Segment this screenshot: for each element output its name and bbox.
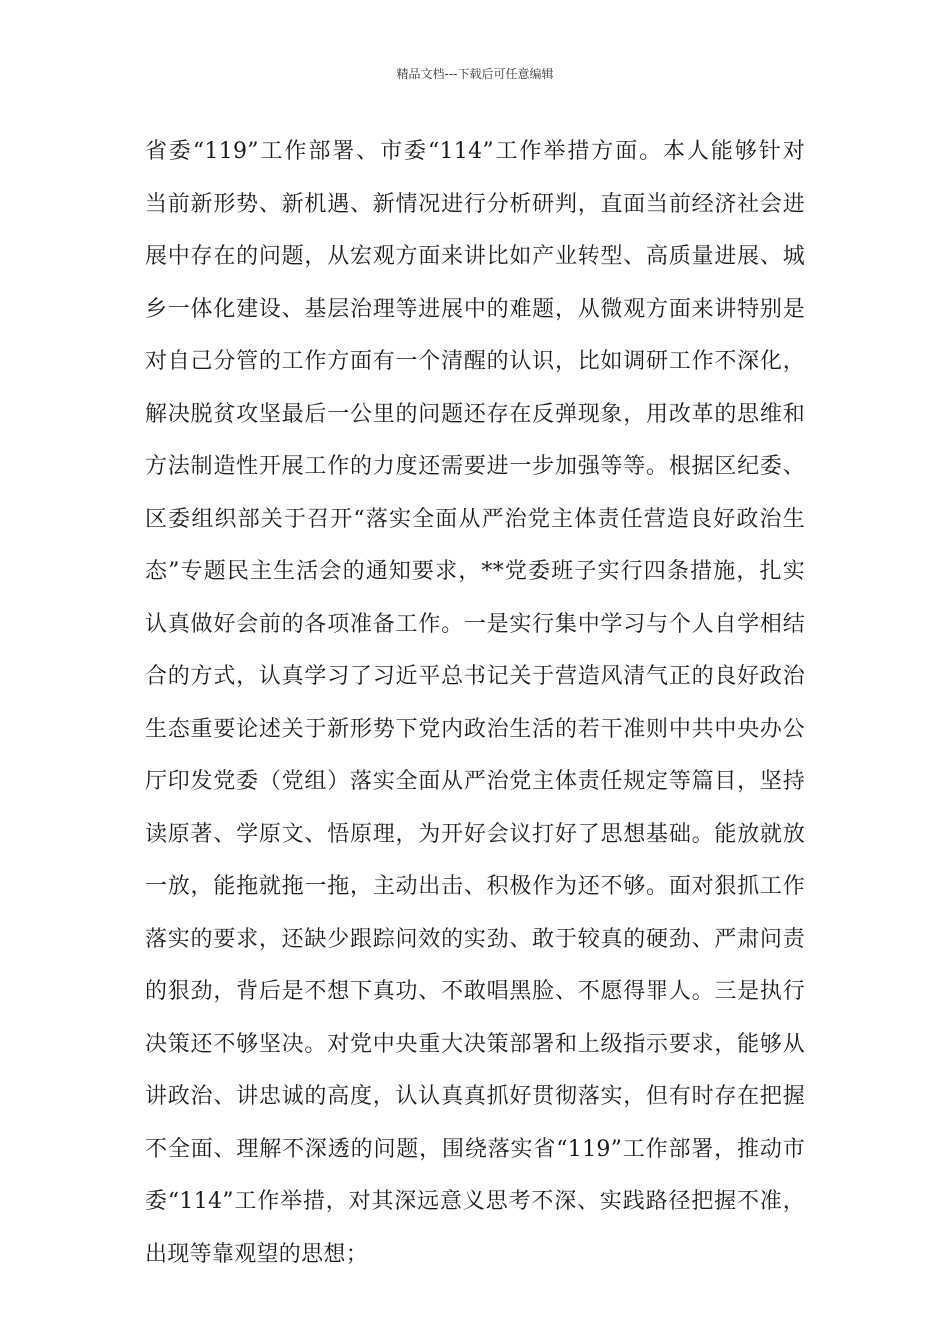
body-line: 省委“119”工作部署、市委“114”工作举措方面。本人能够针对	[145, 139, 805, 164]
body-line: 不全面、理解不深透的问题，围绕落实省“119”工作部署，推动市	[145, 1136, 805, 1162]
body-line-last: 出现等靠观望的思想；	[145, 1241, 369, 1267]
body-line: 委“114”工作举措，对其深远意义思考不深、实践路径把握不准，	[145, 1189, 805, 1214]
body-line: 读原著、学原文、悟原理，为开好会议打好了思想基础。能放就放	[145, 821, 805, 847]
body-line: 乡一体化建设、基层治理等进展中的难题，从微观方面来讲特别是	[145, 296, 805, 322]
body-line: 态”专题民主生活会的通知要求，**党委班子实行四条措施，扎实	[145, 559, 805, 584]
body-line: 认真做好会前的各项准备工作。一是实行集中学习与个人自学相结	[145, 611, 805, 637]
body-line: 生态重要论述关于新形势下党内政治生活的若干准则中共中央办公	[145, 716, 805, 742]
body-line: 合的方式，认真学习了习近平总书记关于营造风清气正的良好政治	[145, 664, 805, 689]
body-line: 决策还不够坚决。对党中央重大决策部署和上级指示要求，能够从	[145, 1031, 805, 1057]
body-line: 厅印发党委（党组）落实全面从严治党主体责任规定等篇目，坚持	[145, 769, 805, 794]
body-line: 解决脱贫攻坚最后一公里的问题还存在反弹现象，用改革的思维和	[145, 401, 805, 427]
document-body	[145, 126, 805, 1281]
body-line: 对自己分管的工作方面有一个清醒的认识，比如调研工作不深化，	[145, 349, 805, 374]
page-header: 精品文档---下载后可任意编辑	[396, 67, 554, 81]
body-line: 方法制造性开展工作的力度还需要进一步加强等等。根据区纪委、	[145, 454, 805, 479]
body-line: 落实的要求，还缺少跟踪问效的实劲、敢于较真的硬劲、严肃问责	[145, 926, 805, 952]
body-line: 区委组织部关于召开“落实全面从严治党主体责任营造良好政治生	[145, 506, 805, 532]
body-line: 展中存在的问题，从宏观方面来讲比如产业转型、高质量进展、城	[145, 244, 805, 269]
body-line: 讲政治、讲忠诚的高度，认认真真抓好贯彻落实，但有时存在把握	[145, 1084, 805, 1109]
body-line: 一放，能拖就拖一拖，主动出击、积极作为还不够。面对狠抓工作	[145, 874, 805, 899]
body-line: 的狠劲，背后是不想下真功、不敢唱黑脸、不愿得罪人。三是执行	[145, 979, 805, 1004]
body-line: 当前新形势、新机遇、新情况进行分析研判，直面当前经济社会进	[145, 191, 805, 217]
